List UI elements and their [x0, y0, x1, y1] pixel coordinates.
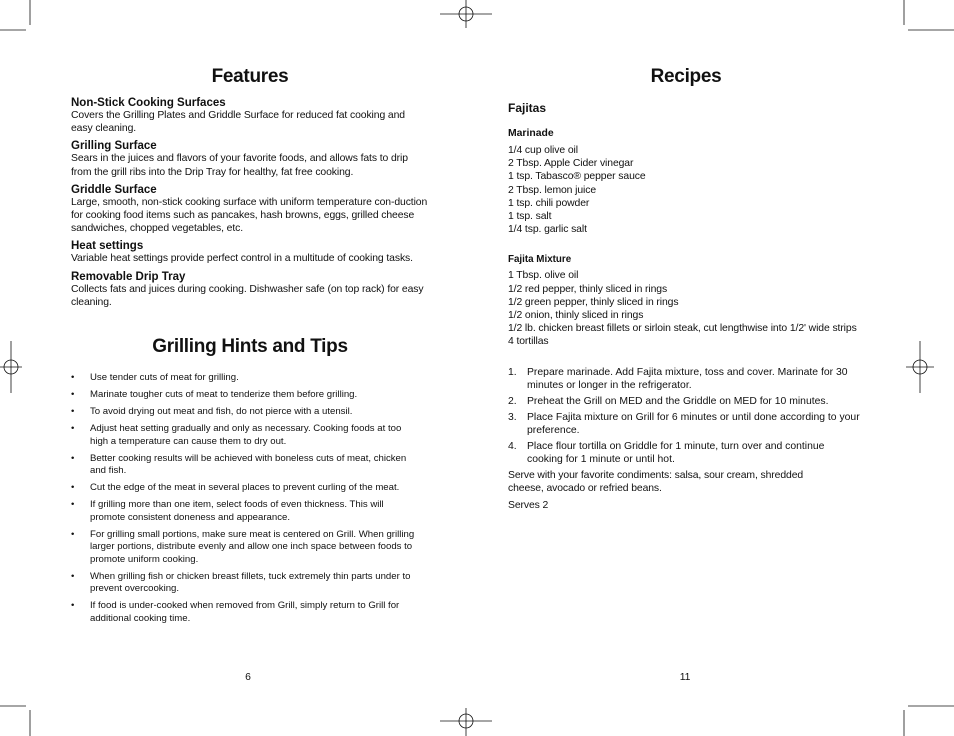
- registration-mark-left: [0, 341, 22, 393]
- features-title: Features: [211, 66, 289, 87]
- ingredient-line: 1/2 onion, thinly sliced in rings: [508, 310, 644, 322]
- tip-item: • Better cooking results will be achieved with boneless cuts of meat, chicken and fish.: [71, 453, 417, 478]
- feature-heading: Griddle Surface: [71, 183, 157, 196]
- ingredient-line: 2 Tbsp. Apple Cider vinegar: [508, 158, 634, 170]
- step-item: [508, 395, 860, 408]
- ingredient-line: 1 Tbsp. olive oil: [508, 270, 579, 282]
- feature-text: Large, smooth, non-stick cooking surface with uniform temperature con-duction for cooking food items such as pancakes, hash browns, eggs, grilled cheese sandwiches, chopped vegetables, etc.: [71, 196, 428, 235]
- feature-text: Variable heat settings provide perfect control in a multitude of cooking tasks.: [71, 253, 413, 265]
- step-number: 1.: [508, 366, 517, 378]
- left-page: [71, 66, 429, 309]
- step-item: [508, 366, 860, 392]
- ingredient-line: 1 tsp. Tabasco® pepper sauce: [508, 171, 646, 183]
- feature-heading: Grilling Surface: [71, 140, 157, 153]
- serves-count: Serves 2: [508, 500, 549, 512]
- step-number: 3.: [508, 411, 517, 423]
- marinade-heading: Marinade: [508, 128, 554, 139]
- tip-item: • Cut the edge of the meat in several places to prevent curling of the meat.: [71, 482, 417, 495]
- step-item: [508, 411, 860, 437]
- tip-item: • Marinate tougher cuts of meat to tenderize them before grilling.: [71, 389, 417, 402]
- ingredient-line: 1/2 red pepper, thinly sliced in rings: [508, 283, 668, 295]
- page-number-left: 6: [245, 672, 251, 683]
- step-text: Prepare marinade. Add Fajita mixture, toss and cover. Marinate for 30 minutes or longer in the refrigerator.: [527, 366, 848, 391]
- registration-mark-top: [440, 0, 492, 28]
- ingredient-line: 2 Tbsp. lemon juice: [508, 184, 597, 196]
- tip-item: • Use tender cuts of meat for grilling.: [71, 372, 417, 385]
- serve-text: Serve with your favorite condiments: salsa, sour cream, shredded cheese, avocado or refried beans.: [508, 469, 804, 494]
- crop-mark-bottom-right: [904, 706, 954, 736]
- tip-item: • To avoid drying out meat and fish, do not pierce with a utensil.: [71, 406, 417, 419]
- tip-item: • If food is under-cooked when removed from Grill, simply return to Grill for additional cooking time.: [71, 600, 417, 625]
- tips-title: Grilling Hints and Tips: [152, 336, 348, 357]
- ingredient-line: 4 tortillas: [508, 336, 549, 348]
- ingredient-line: 1 tsp. chili powder: [508, 197, 590, 209]
- step-text: Preheat the Grill on MED and the Griddle on MED for 10 minutes.: [527, 395, 829, 407]
- step-number: 4.: [508, 440, 517, 452]
- tips-list: [71, 372, 417, 630]
- ingredient-line: 1/2 lb. chicken breast fillets or sirloin steak, cut lengthwise into 1/2' wide strips: [508, 323, 857, 335]
- recipe-name: Fajitas: [508, 101, 547, 115]
- tip-item: • If grilling more than one item, select foods of even thickness. This will promote consistent doneness and appearance.: [71, 499, 417, 524]
- feature-text: Covers the Grilling Plates and Griddle Surface for reduced fat cooking and easy cleaning.: [71, 110, 405, 135]
- feature-drip-tray: [71, 271, 429, 309]
- mixture-list: [508, 269, 868, 348]
- page-number-right: 11: [679, 672, 691, 683]
- step-text: Place Fajita mixture on Grill for 6 minutes or until done according to your preference.: [527, 411, 860, 436]
- crop-mark-bottom-left: [0, 706, 30, 736]
- step-text: Place flour tortilla on Griddle for 1 minute, turn over and continue cooking for 1 minute or until hot.: [527, 440, 825, 465]
- crop-mark-top-right: [904, 0, 954, 30]
- feature-text: Collects fats and juices during cooking. Dishwasher safe (on top rack) for easy cleaning.: [71, 283, 424, 308]
- feature-heading: Non-Stick Cooking Surfaces: [71, 97, 226, 109]
- feature-nonstick: [71, 97, 429, 135]
- crop-mark-top-left: [0, 0, 30, 30]
- feature-text: Sears in the juices and flavors of your favorite foods, and allows fats to drip from the grill ribs into the Drip Tray for healthy, fat free cooking.: [71, 153, 408, 178]
- step-item: [508, 440, 860, 466]
- ingredient-line: 1 tsp. salt: [508, 211, 552, 223]
- mixture-heading: Fajita Mixture: [508, 254, 572, 266]
- steps-list: [508, 366, 860, 466]
- feature-heat-settings: [71, 240, 429, 265]
- tip-item: • For grilling small portions, make sure meat is centered on Grill. When grilling larger portions, distribute evenly and allow one inch space between foods to promote uniform cooking.: [71, 529, 417, 567]
- feature-heading: Removable Drip Tray: [71, 270, 186, 283]
- ingredient-line: 1/4 cup olive oil: [508, 145, 578, 156]
- feature-heading: Heat settings: [71, 240, 144, 253]
- registration-mark-bottom: [440, 708, 492, 736]
- recipe-fajitas: [508, 101, 868, 512]
- feature-grilling-surface: [71, 140, 429, 178]
- tip-item: • Adjust heat setting gradually and only as necessary. Cooking foods at too high a temperature can cause them to dry out.: [71, 423, 417, 448]
- tip-item: • When grilling fish or chicken breast fillets, tuck extremely thin parts under to prevent overcooking.: [71, 571, 417, 596]
- feature-griddle-surface: [71, 184, 429, 236]
- ingredient-line: 1/2 green pepper, thinly sliced in rings: [508, 296, 679, 308]
- registration-mark-right: [906, 341, 934, 393]
- recipes-title: Recipes: [650, 66, 722, 87]
- ingredient-line: 1/4 tsp. garlic salt: [508, 224, 587, 236]
- step-number: 2.: [508, 395, 517, 407]
- marinade-list: [508, 144, 868, 236]
